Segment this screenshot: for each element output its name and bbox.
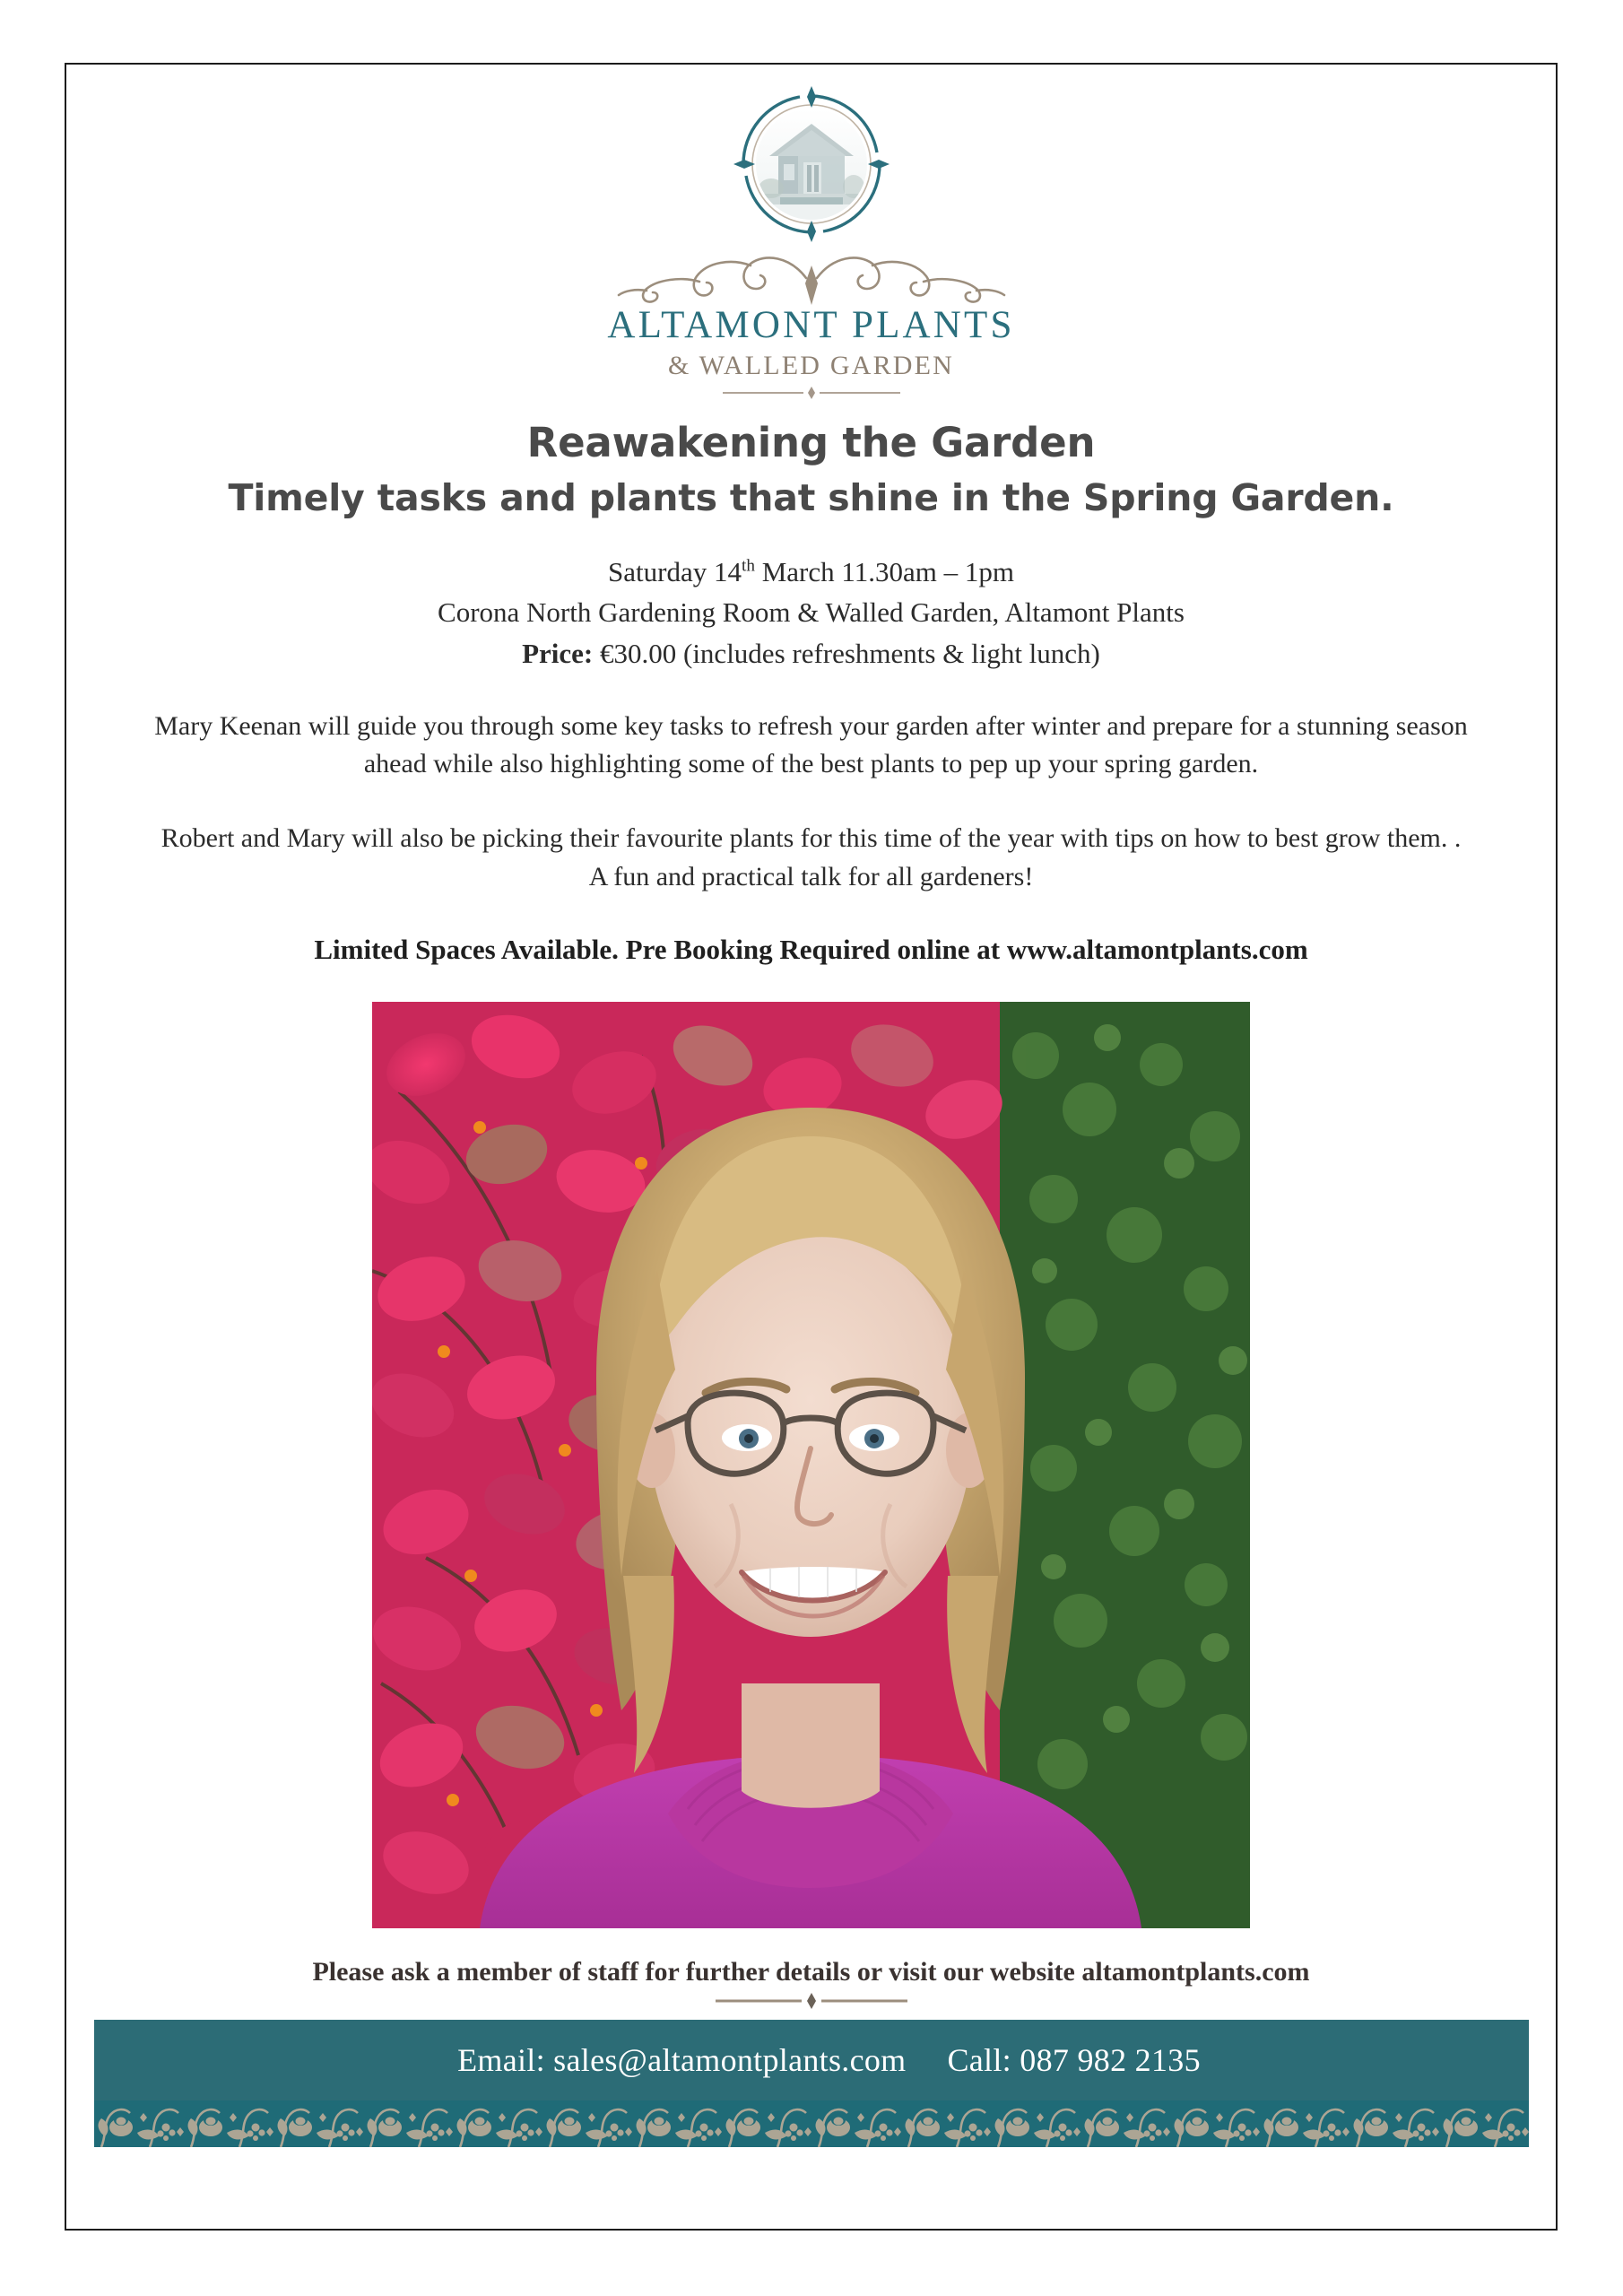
event-details (139, 552, 1484, 674)
booking-notice: Limited Spaces Available. Pre Booking Required online at www.altamontplants.com (314, 934, 1308, 966)
poster-page (65, 63, 1558, 2231)
altamont-logo (578, 79, 1045, 399)
event-price-line (139, 633, 1484, 674)
page-title: Reawakening the Garden (526, 419, 1096, 466)
description-paragraph-1: Mary Keenan will guide you through some key tasks to refresh your garden after winter and prepare for a stunning season ahead while also highlighting some of the best plants to pep up your spring garden. (154, 710, 1468, 779)
description-paragraph-2: Robert and Mary will also be picking their favourite plants for this time of the year with tips on how to best grow them. . A fun and practical talk for all gardeners! (161, 823, 1462, 891)
footer-divider-ornament-icon (708, 1993, 915, 2009)
event-date-suffix: March 11.30am – 1pm (754, 556, 1014, 588)
page-subtitle: Timely tasks and plants that shine in the Spring Garden. (228, 475, 1394, 519)
event-date-line (139, 552, 1484, 592)
walled-garden-house-emblem-icon (726, 79, 897, 249)
speaker-portrait-photo (372, 1002, 1250, 1928)
contact-email[interactable]: Email: sales@altamontplants.com (457, 2042, 907, 2079)
event-price-label: Price: (522, 637, 594, 669)
footer-note: Please ask a member of staff for further details or visit our website altamontplants.com (312, 1957, 1310, 1987)
logo-company-name: ALTAMONT PLANTS (607, 304, 1015, 346)
logo-company-subtitle: & WALLED GARDEN (667, 351, 955, 380)
floral-pattern-strip (94, 2100, 1529, 2147)
floral-damask-pattern-icon (94, 2100, 1529, 2147)
poster-headings (139, 419, 1484, 521)
logo-emblem-container (726, 79, 897, 249)
logo-rule-ornament-icon (717, 387, 906, 399)
contact-bar (94, 2020, 1529, 2100)
portrait-illustration (372, 1002, 1250, 1928)
event-venue-line: Corona North Gardening Room & Walled Garden, Altamont Plants (438, 596, 1185, 629)
event-date-prefix: Saturday 14 (608, 556, 742, 588)
event-price-value: €30.00 (includes refreshments & light lunch) (593, 637, 1100, 669)
contact-phone[interactable]: Call: 087 982 2135 (947, 2042, 1201, 2079)
event-date-ordinal: th (742, 556, 755, 576)
